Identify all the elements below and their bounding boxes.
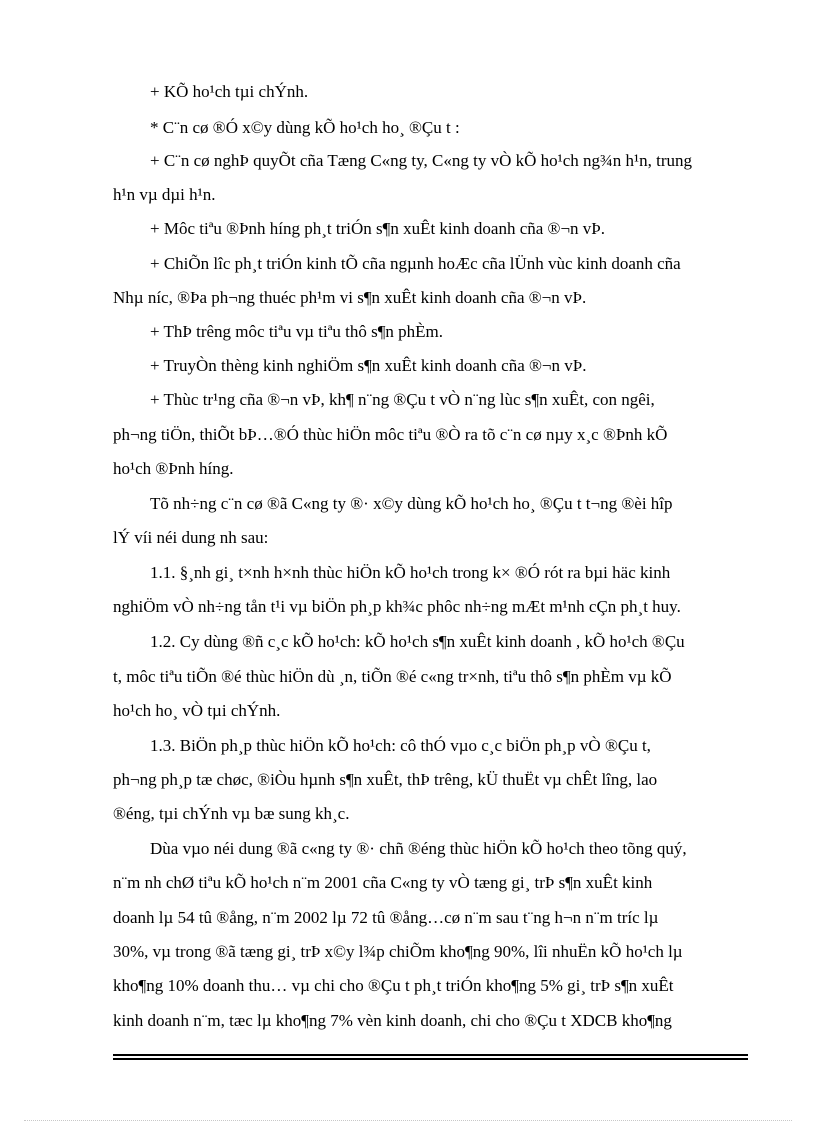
text-line: h¹n vµ dµi h¹n.	[113, 185, 216, 204]
text-line: ho¹ch ho¸ vÒ tµi chÝnh.	[113, 701, 281, 720]
text-line: + ThÞ trêng môc tiªu vµ tiªu thô s¶n phÈm.	[150, 322, 444, 341]
footer-rule-bottom	[113, 1058, 748, 1060]
text-line: Tõ nh÷ng c¨n cø ®ã C«ng ty ®· x©y dùng kÕ ho¹ch ho¸ ®Çu t t¬ng ®èi hîp	[150, 494, 673, 513]
text-line: + ChiÕn lîc ph¸t triÓn kinh tÕ cña ngµnh hoÆc cña lÜnh vùc kinh doanh cña	[150, 254, 681, 273]
text-line: + Môc tiªu ®Þnh híng ph¸t triÓn s¶n xuÊt kinh doanh cña ®¬n vÞ.	[150, 219, 605, 238]
text-line: Dùa vµo néi dung ®ã c«ng ty ®· chñ ®éng thùc hiÖn kÕ ho¹ch theo tõng quý,	[150, 839, 687, 858]
text-line: ph¬ng ph¸p tæ chøc, ®iÒu hµnh s¶n xuÊt, thÞ trêng, kÜ thuËt vµ chÊt lîng, lao	[113, 770, 658, 789]
text-line: Nhµ níc, ®Þa ph¬ng thuéc ph¹m vi s¶n xuÊt kinh doanh cña ®¬n vÞ.	[113, 288, 587, 307]
text-line: kho¶ng 10% doanh thu… vµ chi cho ®Çu t ph¸t triÓn kho¶ng 5% gi¸ trÞ s¶n xuÊt	[113, 976, 674, 995]
text-line: 1.1. §¸nh gi¸ t×nh h×nh thùc hiÖn kÕ ho¹ch trong k× ®Ó rót ra bµi häc kinh	[150, 563, 671, 582]
page-bottom-border	[24, 1120, 792, 1121]
text-line: 1.2. Cy dùng ®ñ c¸c kÕ ho¹ch: kÕ ho¹ch s¶n xuÊt kinh doanh , kÕ ho¹ch ®Çu	[150, 632, 685, 651]
footer-rule-top	[113, 1054, 748, 1056]
text-line: t, môc tiªu tiÕn ®é thùc hiÖn dù ¸n, tiÕn ®é c«ng tr×nh, tiªu thô s¶n phÈm vµ kÕ	[113, 667, 672, 686]
text-line: + Thùc tr¹ng cña ®¬n vÞ, kh¶ n¨ng ®Çu t vÒ n¨ng lùc s¶n xuÊt, con ngêi,	[150, 390, 655, 409]
text-line: 1.3. BiÖn ph¸p thùc hiÖn kÕ ho¹ch: cô thÓ vµo c¸c biÖn ph¸p vÒ ®Çu t,	[150, 736, 651, 755]
text-line: ho¹ch ®Þnh híng.	[113, 459, 234, 478]
text-line: kinh doanh n¨m, tæc lµ kho¶ng 7% vèn kinh doanh, chi cho ®Çu t XDCB kho¶ng	[113, 1011, 672, 1030]
text-line: lÝ víi néi dung nh sau:	[113, 528, 269, 547]
text-line: + C¨n cø nghÞ quyÕt cña Tæng C«ng ty, C«ng ty vÒ kÕ ho¹ch ng¾n h¹n, trung	[150, 151, 693, 170]
text-line: ®éng, tµi chÝnh vµ bæ sung kh¸c.	[113, 804, 350, 823]
text-line: doanh lµ 54 tû ®ång, n¨m 2002 lµ 72 tû ®ång…cø n¨m sau t¨ng h¬n n¨m tríc lµ	[113, 908, 659, 927]
text-line: + KÕ ho¹ch tµi chÝnh.	[150, 82, 309, 101]
text-line: + TruyÒn thèng kinh nghiÖm s¶n xuÊt kinh doanh cña ®¬n vÞ.	[150, 356, 587, 375]
text-line: n¨m nh chØ tiªu kÕ ho¹ch n¨m 2001 cña C«ng ty vÒ tæng gi¸ trÞ s¶n xuÊt kinh	[113, 873, 653, 892]
text-line: * C¨n cø ®Ó x©y dùng kÕ ho¹ch ho¸ ®Çu t :	[150, 118, 460, 137]
text-line: ph¬ng tiÖn, thiÕt bÞ…®Ó thùc hiÖn môc tiªu ®Ò ra tõ c¨n cø nµy x¸c ®Þnh kÕ	[113, 425, 668, 444]
text-line: 30%, vµ trong ®ã tæng gi¸ trÞ x©y l¾p chiÕm kho¶ng 90%, lîi nhuËn kÕ ho¹ch lµ	[113, 942, 683, 961]
text-line: nghiÖm vÒ nh÷ng tån t¹i vµ biÖn ph¸p kh¾c phôc nh÷ng mÆt m¹nh cÇn ph¸t huy.	[113, 597, 681, 616]
